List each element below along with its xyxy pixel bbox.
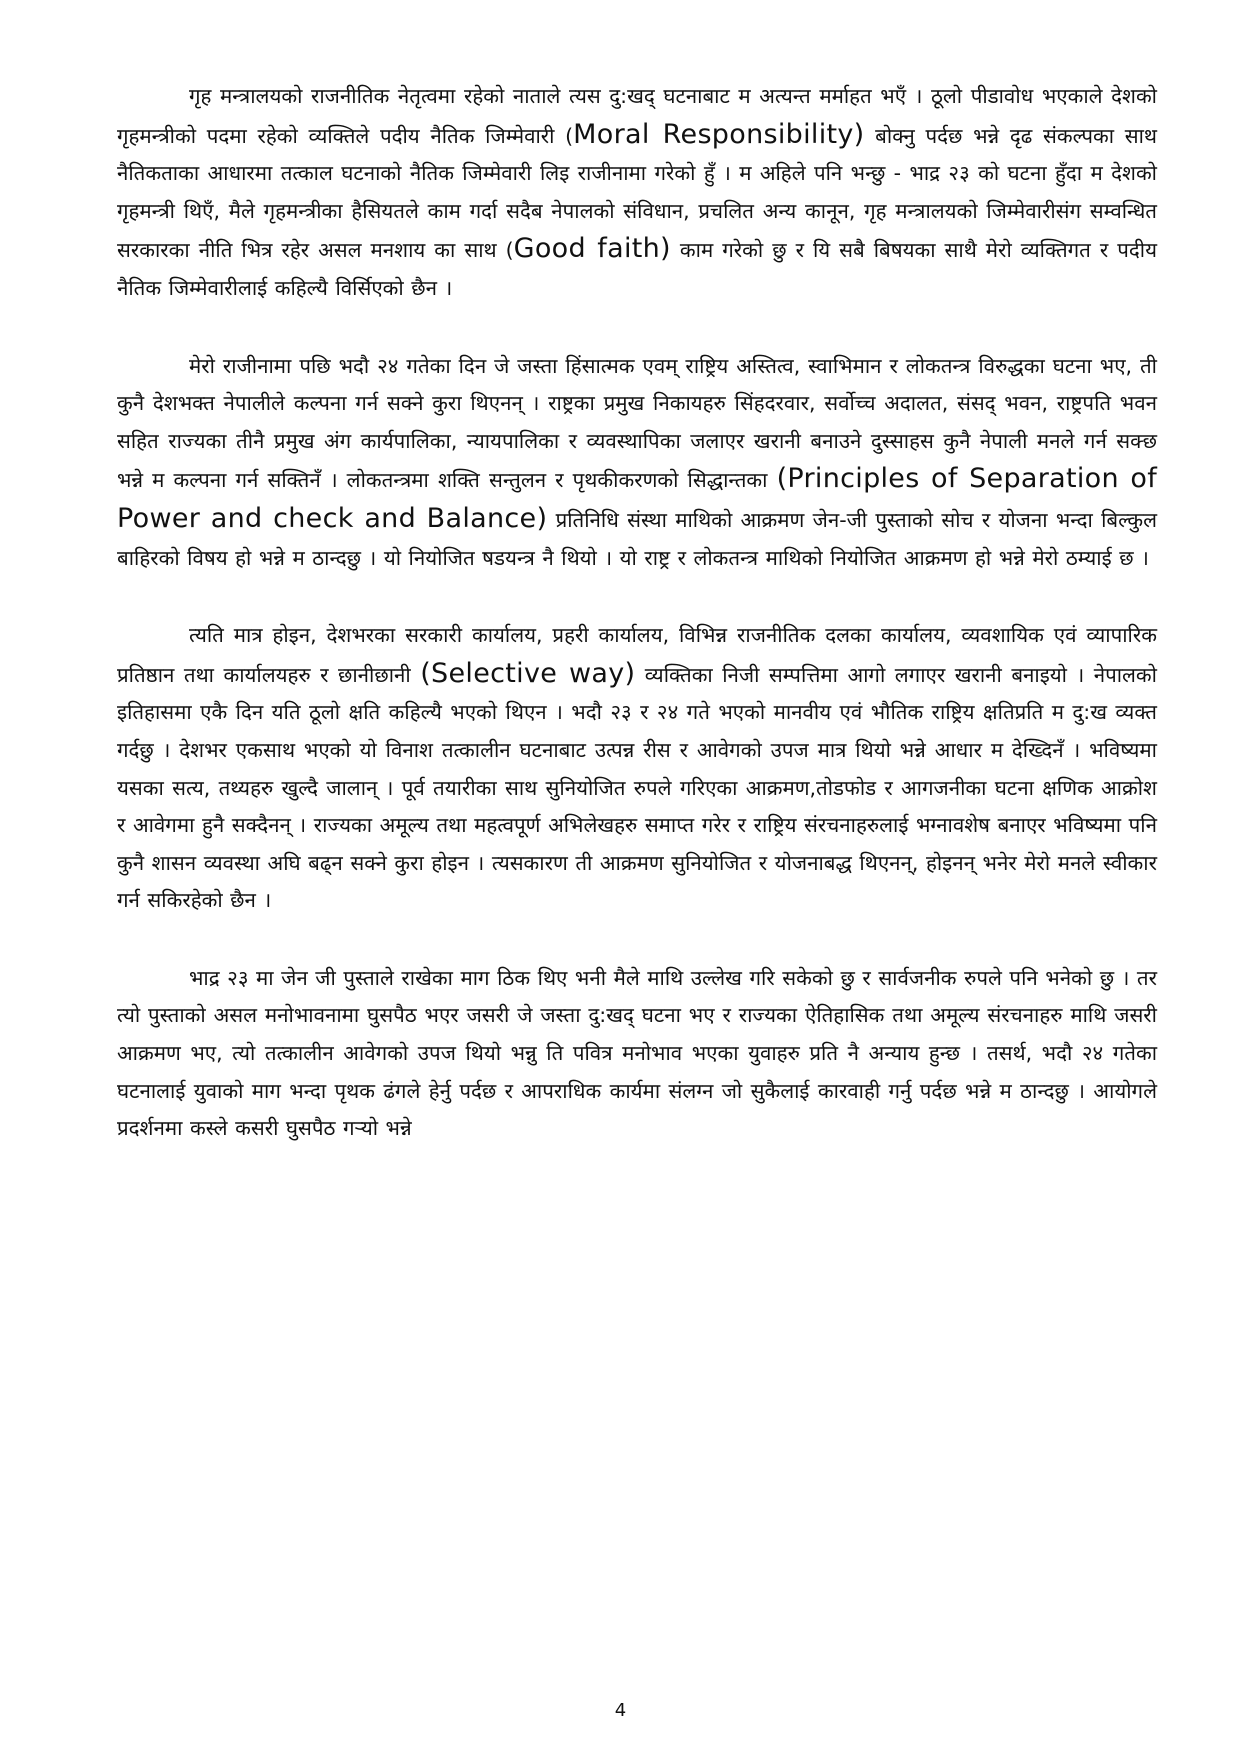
paragraph-2-english-term: (Principles of Separation of Power and check and Balance) (117, 463, 1157, 534)
paragraph-2-text-2: प्रतिनिधि संस्था माथिको आक्रमण जेन-जी पुस्ताको सोच र योजना भन्दा बिल्कुल बाहिरको विषय हो भन्ने म ठान्दछु । यो नियोजित षडयन्त्र नै थियो । यो राष्ट्र र लोकतन्त्र माथिको नियोजित आक्रमण हो भन्ने मेरो ठम्याई छ । (117, 507, 1157, 570)
paragraph-2 (117, 348, 1157, 578)
paragraph-1-text-1: गृह मन्त्रालयको राजनीतिक नेतृत्वमा रहेको नाताले त्यस दु:खद् घटनाबाट म अत्यन्त मर्माहत भएँ । ठूलो पीडावोध भएकाले देशको गृहमन्त्रीको पदमा रहेको व्यक्तिले पदीय नैतिक जिम्मेवारी ( (117, 84, 1157, 148)
paragraph-1-text-2: बोक्नु पर्दछ भन्ने दृढ संकल्पका साथ नैतिकताका आधारमा तत्काल घटनाको नैतिक जिम्मेवारी लिइ राजीनामा गरेको हुँ । म अहिले पनि भन्छु - भाद्र २३ को घटना हुँदा म देशको गृहमन्त्री थिएँ, मैले गृहमन्त्रीका हैसियतले काम गर्दा सदैब नेपालको संविधान, प्रचलित अन्य कानून, गृह मन्त्रालयको जिम्मेवारीसंग सम्वन्धित सरकारका नीति भित्र रहेर असल मनशाय का साथ ( (117, 123, 1158, 263)
paragraph-3 (117, 617, 1157, 920)
paragraph-3-english-term: (Selective way) (420, 657, 636, 689)
paragraph-3-text-2: व्यक्तिका निजी सम्पत्तिमा आगो लगाएर खरानी बनाइयो । नेपालको इतिहासमा एकै दिन यति ठूलो क्षति कहिल्यै भएको थिएन । भदौ २३ र २४ गते भएको मानवीय एवं भौतिक राष्ट्रिय क्षतिप्रति म दु:ख व्यक्त गर्दछु । देशभर एकसाथ भएको यो विनाश तत्कालीन घटनाबाट उत्पन्न रीस र आवेगको उपज मात्र थियो भन्ने आधार म देख्दिनँ । भविष्यमा यसका सत्य, तथ्यहरु खुल्दै जालान् । पूर्व तयारीका साथ सुनियोजित रुपले गरिएका आक्रमण,तोडफोड र आगजनीका घटना क्षणिक आक्रोश र आवेगमा हुनै सक्दैनन् । राज्यका अमूल्य तथा महत्वपूर्ण अभिलेखहरु समाप्त गरेर र राष्ट्रिय संरचनाहरुलाई भग्नावशेष बनाएर भविष्यमा पनि कुनै शासन व्यवस्था अघि बढ्न सक्ने कुरा होइन । त्यसकारण ती आक्रमण सुनियोजित र योजनाबद्ध थिएनन्, होइनन् भनेर मेरो मनले स्वीकार गर्न सकिरहेको छैन । (117, 662, 1157, 913)
paragraph-1 (117, 78, 1157, 308)
paragraph-1-english-term-2: Good faith) (513, 233, 671, 265)
paragraph-1-english-term-1: Moral Responsibility) (573, 118, 865, 150)
page-number: 4 (614, 1700, 627, 1721)
paragraph-4 (117, 960, 1157, 1148)
document-body (117, 78, 1157, 1188)
paragraph-1-text-3: काम गरेको छु र यि सबै बिषयका साथै मेरो व्यक्तिगत र पदीय नैतिक जिम्मेवारीलाई कहिल्यै विर्सिएको छैन । (117, 238, 1157, 300)
paragraph-3-text-1: त्यति मात्र होइन, देशभरका सरकारी कार्यालय, प्रहरी कार्यालय, विभिन्न राजनीतिक दलका कार्यालय, व्यवशायिक एवं व्यापारिक प्रतिष्ठान तथा कार्यालयहरु र छानीछानी (117, 623, 1157, 687)
paragraph-4-text: भाद्र २३ मा जेन जी पुस्ताले राखेका माग ठिक थिए भनी मैले माथि उल्लेख गरि सकेको छु र सार्वजनीक रुपले पनि भनेको छु । तर त्यो पुस्ताको असल मनोभावनामा घुसपैठ भएर जसरी जे जस्ता दु:खद् घटना भए र राज्यका ऐतिहासिक तथा अमूल्य संरचनाहरु माथि जसरी आक्रमण भए, त्यो तत्कालीन आवेगको उपज थियो भन्नु ति पवित्र मनोभाव भएका युवाहरु प्रति नै अन्याय हुन्छ । तसर्थ, भदौ २४ गतेका घटनालाई युवाको माग भन्दा पृथक ढंगले हेर्नु पर्दछ र आपराधिक कार्यमा संलग्न जो सुकैलाई कारवाही गर्नु पर्दछ भन्ने म ठान्दछु । आयोगले प्रदर्शनमा कस्ले कसरी घुसपैठ गर्‍यो भन्ने (117, 965, 1157, 1141)
paragraph-2-text-1: मेरो राजीनामा पछि भदौ २४ गतेका दिन जे जस्ता हिंसात्मक एवम् राष्ट्रिय अस्तित्व, स्वाभिमान र लोकतन्त्र विरुद्धका घटना भए, ती कुनै देशभक्त नेपालीले कल्पना गर्न सक्ने कुरा थिएनन् । राष्ट्रका प्रमुख निकायहरु सिंहदरवार, सर्वोच्च अदालत, संसद् भवन, राष्ट्रपति भवन सहित राज्यका तीनै प्रमुख अंग कार्यपालिका, न्यायपालिका र व्यवस्थापिका जलाएर खरानी बनाउने दुस्साहस कुनै नेपाली मनले गर्न सक्छ भन्ने म कल्पना गर्न सक्तिनँ । लोकतन्त्रमा शक्ति सन्तुलन र पृथकीकरणको सिद्धान्तका (117, 353, 1157, 493)
